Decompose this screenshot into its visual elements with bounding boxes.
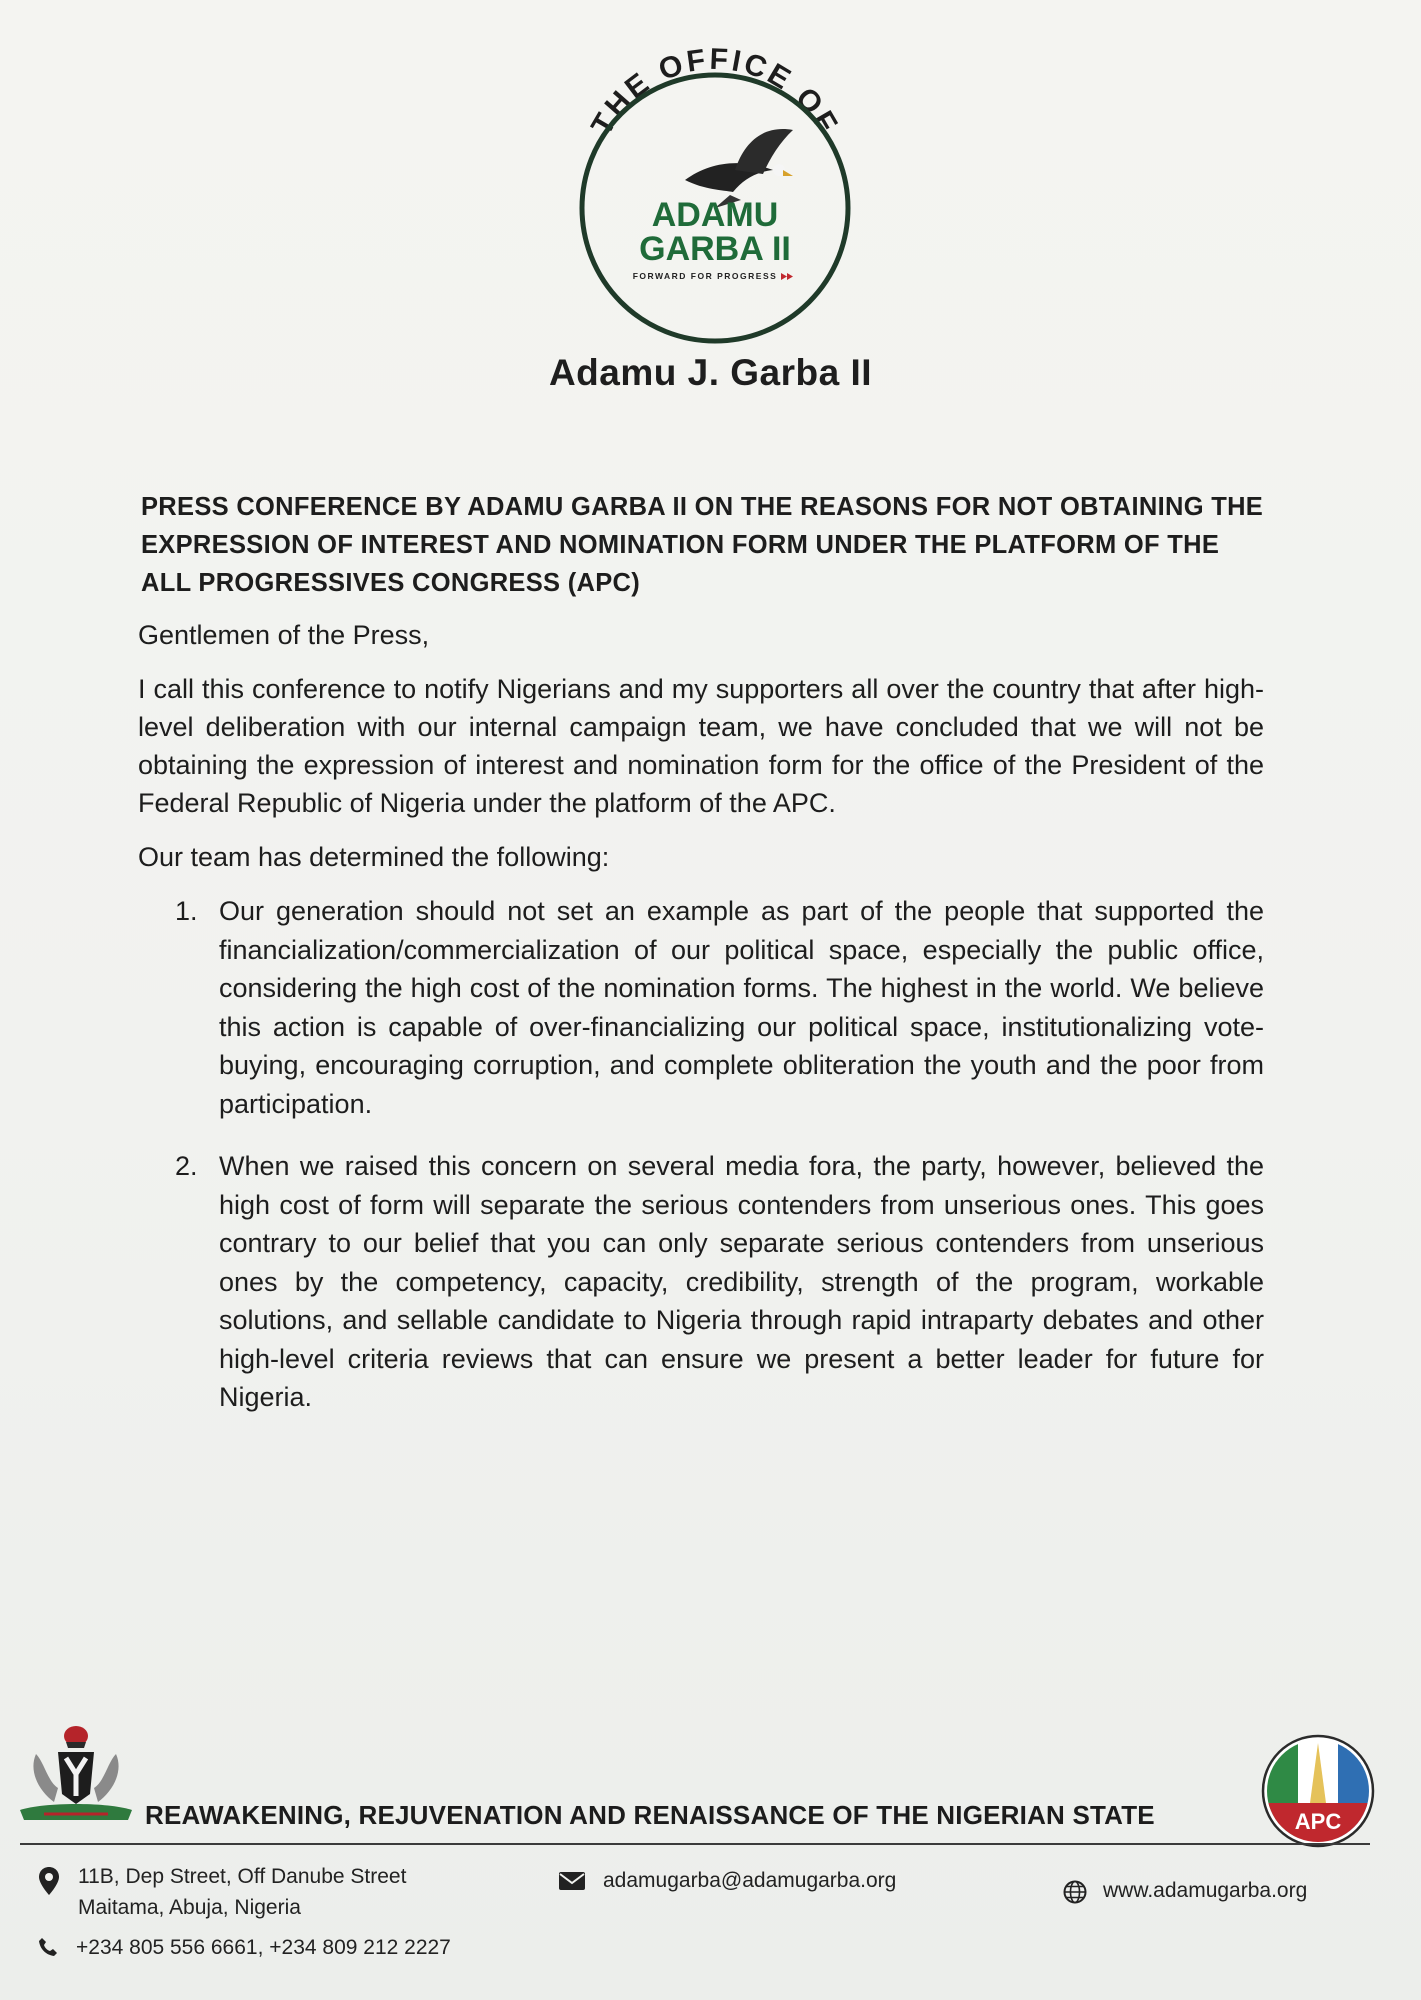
list-item-number: 1. <box>175 896 198 926</box>
apc-logo-text: APC <box>1294 1809 1342 1834</box>
location-pin-icon <box>38 1866 60 1896</box>
phone-numbers: +234 805 556 6661, +234 809 212 2227 <box>76 1936 451 1959</box>
website-url: www.adamugarba.org <box>1103 1879 1308 1902</box>
logo-name-line2: GARBA II <box>639 230 791 268</box>
logo-caption: Adamu J. Garba II <box>548 352 873 393</box>
list-item <box>175 892 1264 1123</box>
list-item-text: When we raised this concern on several media fora, the party, however, believed the high cost of form will separate the serious contenders from unserious ones. This goes contrary to our belief that you can only separate serious contenders from unserious ones by the competency, capacity, credibility, strength of the program, workable solutions, and sellable candidate to Nigeria through rapid intraparty debates and other high-level criteria reviews that can ensure we present a better leader for future for Nigeria. <box>219 1151 1264 1412</box>
intro-paragraph: I call this conference to notify Nigerians and my supporters all over the country that after high-level deliberation with our internal campaign team, we have concluded that we will not be obtaining the expression of interest and nomination form for the office of the President of the Federal Republic of Nigeria under the platform of the APC. <box>138 674 1264 818</box>
points-list <box>138 892 1264 1417</box>
footer-divider <box>20 1843 1370 1845</box>
list-item-text: Our generation should not set an example as part of the people that supported the financialization/commercialization of our political space, especially the public office, considering the high cost of the nomination forms. The highest in the world. We believe this action is capable of over-financializing our political space, institutionalizing vote-buying, encouraging corruption, and complete obliteration the youth and the poor from participation. <box>219 896 1264 1119</box>
apc-party-logo <box>1260 1733 1376 1849</box>
logo-arc-text: THE OFFICE OF <box>585 42 845 141</box>
email-address: adamugarba@adamugarba.org <box>603 1869 897 1892</box>
list-item-number: 2. <box>175 1151 198 1181</box>
logo-name-line1: ADAMU <box>651 196 779 234</box>
list-item <box>175 1147 1264 1417</box>
document-headline: PRESS CONFERENCE BY ADAMU GARBA II ON THE REASONS FOR NOT OBTAINING THE EXPRESSION OF INTEREST AND NOMINATION FORM UNDER THE PLATFORM OF THE ALL PROGRESSIVES CONGRESS (APC) <box>141 493 1264 597</box>
lead-in: Our team has determined the following: <box>138 842 610 872</box>
email-icon <box>558 1871 586 1891</box>
footer-slogan: REAWAKENING, REJUVENATION AND RENAISSANCE OF THE NIGERIAN STATE <box>145 1800 1155 1830</box>
logo-tagline: FORWARD FOR PROGRESS <box>632 271 778 281</box>
coat-of-arms-icon <box>14 1722 138 1826</box>
address-line1: 11B, Dep Street, Off Danube Street <box>78 1865 407 1888</box>
phone-icon <box>38 1937 58 1957</box>
salutation: Gentlemen of the Press, <box>138 620 430 650</box>
chevron-right-icon <box>781 273 793 280</box>
document-body <box>138 488 1264 1441</box>
globe-icon <box>1063 1880 1087 1904</box>
address-line2: Maitama, Abuja, Nigeria <box>78 1896 301 1919</box>
office-logo <box>565 30 865 350</box>
